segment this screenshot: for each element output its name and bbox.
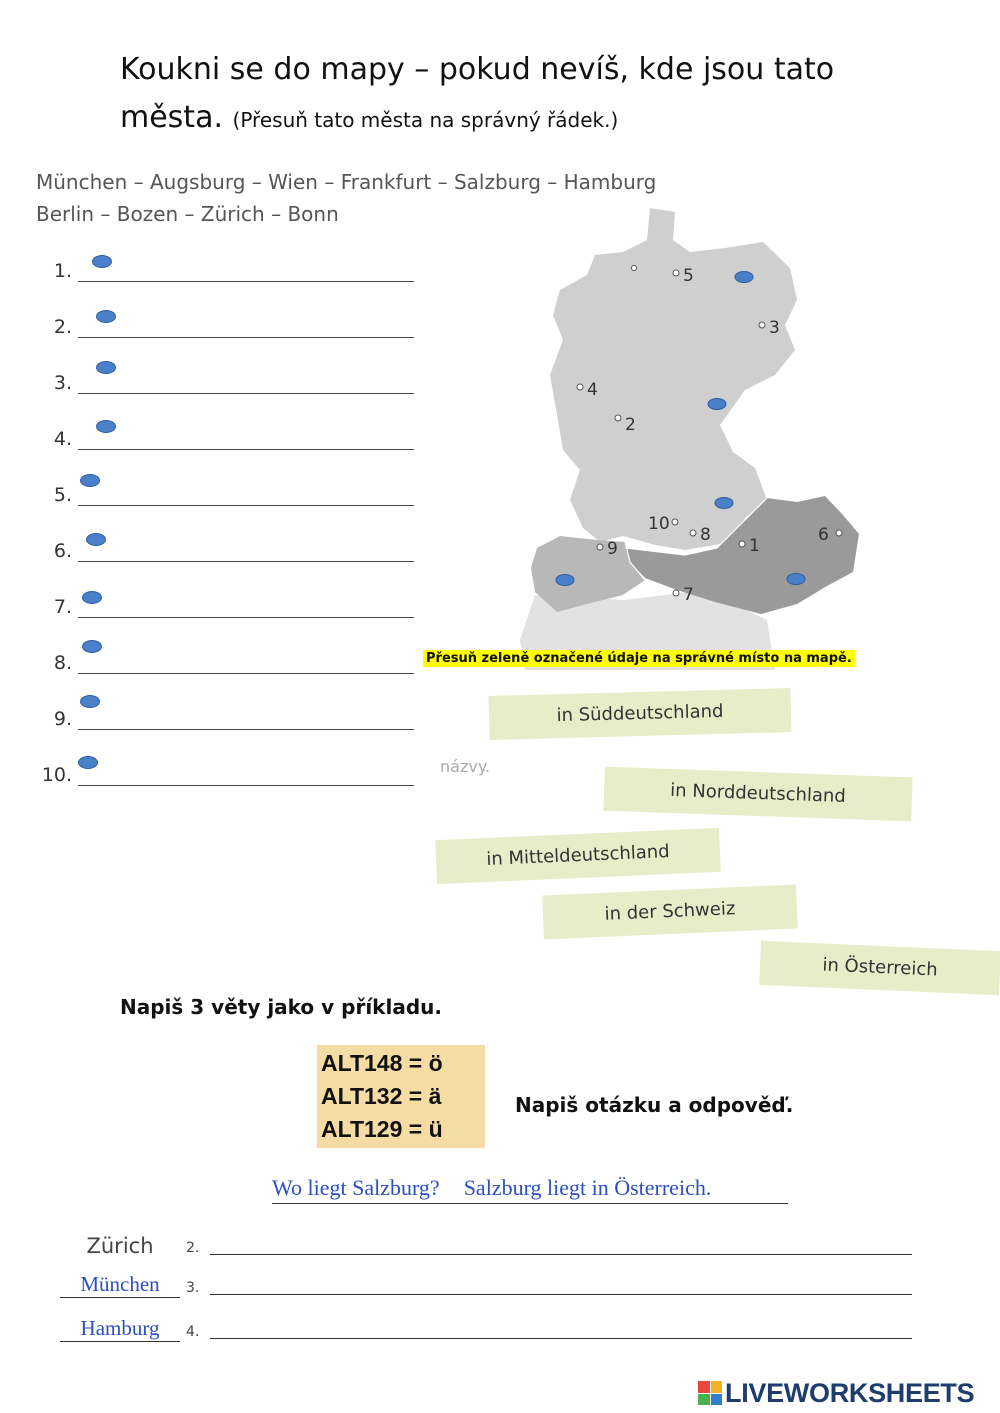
map-label-1: 1	[749, 536, 760, 556]
question-heading: Napiš otázku a odpověď.	[515, 1093, 794, 1117]
region-tag-sueddeutschland[interactable]: in Süddeutschland	[488, 688, 791, 740]
numbered-line	[34, 700, 414, 730]
drop-target-dot[interactable]	[78, 756, 98, 769]
numbered-line	[34, 364, 414, 394]
answer-line	[78, 337, 414, 338]
map-drop-dot[interactable]	[735, 272, 753, 283]
map-instruction: Přesuň zeleně označené údaje na správné místo na mapě.	[423, 650, 855, 667]
answer-city: Zürich	[86, 1234, 154, 1258]
map-label-4: 4	[587, 380, 598, 400]
drop-target-dot[interactable]	[96, 420, 116, 433]
line-number: 6.	[53, 540, 72, 562]
numbered-line	[34, 532, 414, 562]
answer-line	[78, 561, 414, 562]
map-drop-dot[interactable]	[556, 575, 574, 586]
map-label-10: 10	[648, 514, 670, 534]
title-line-1: Koukni se do mapy – pokud nevíš, kde jsou tato	[120, 52, 835, 87]
sentences-heading: Napiš 3 věty jako v příkladu.	[120, 995, 442, 1019]
city-list-line-1: München – Augsburg – Wien – Frankfurt – Salzburg – Hamburg	[36, 170, 657, 194]
numbered-line	[34, 756, 414, 786]
answer-number: 4.	[186, 1324, 200, 1340]
line-number: 5.	[53, 484, 72, 506]
title-note: (Přesuň tato města na správný řádek.)	[232, 108, 619, 132]
line-number: 2.	[53, 316, 72, 338]
example-answer: Salzburg liegt in Österreich.	[463, 1175, 712, 1200]
answer-line	[78, 785, 414, 786]
answer-city: München	[60, 1272, 180, 1298]
region-tag-mitteldeutschland[interactable]: in Mitteldeutschland	[435, 828, 721, 884]
numbered-line	[34, 588, 414, 618]
answer-line	[78, 673, 414, 674]
map-drop-dot[interactable]	[715, 498, 733, 509]
line-number: 7.	[53, 596, 72, 618]
map-label-2: 2	[625, 415, 636, 435]
line-number: 4.	[53, 428, 72, 450]
answer-row-zuerich	[60, 1224, 912, 1258]
map-label-3: 3	[769, 318, 780, 338]
line-number: 10.	[41, 764, 72, 786]
map-label-6: 6	[818, 525, 829, 545]
numbered-line	[34, 644, 414, 674]
numbered-line	[34, 420, 414, 450]
answer-line	[78, 449, 414, 450]
map-drop-dot[interactable]	[787, 574, 805, 585]
region-tag-schweiz[interactable]: in der Schweiz	[542, 884, 798, 939]
answer-number: 3.	[186, 1280, 200, 1296]
drop-target-dot[interactable]	[80, 695, 100, 708]
logo-icon	[698, 1381, 722, 1405]
logo-text: LIVEWORKSHEETS	[725, 1377, 975, 1408]
answer-input-line[interactable]	[210, 1254, 912, 1255]
map-label-7: 7	[683, 585, 694, 605]
answer-number: 2.	[186, 1240, 200, 1256]
map-label-9: 9	[607, 539, 618, 559]
drop-target-dot[interactable]	[82, 640, 102, 653]
answer-city: Hamburg	[60, 1316, 180, 1342]
region-tag-oesterreich[interactable]: in Österreich	[759, 941, 1000, 995]
germany-region	[550, 208, 797, 550]
answer-line	[78, 393, 414, 394]
line-number: 3.	[53, 372, 72, 394]
answer-line	[78, 281, 414, 282]
line-number: 9.	[53, 708, 72, 730]
example-question: Wo liegt Salzburg?	[272, 1175, 440, 1200]
answer-line	[78, 617, 414, 618]
drop-target-dot[interactable]	[96, 310, 116, 323]
title-line-2-main: města.	[120, 100, 223, 135]
drop-target-dot[interactable]	[86, 533, 106, 546]
answer-line	[78, 505, 414, 506]
alt-code-o: ALT148 = ö	[321, 1050, 443, 1076]
map-germany-austria-switzerland	[505, 200, 875, 670]
answer-input-line[interactable]	[210, 1338, 912, 1339]
line-number: 1.	[53, 260, 72, 282]
answer-input-line[interactable]	[210, 1294, 912, 1295]
example-sentence	[272, 1175, 788, 1204]
title-line-2	[120, 100, 618, 135]
alt-code-a: ALT132 = ä	[321, 1083, 442, 1109]
line-number: 8.	[53, 652, 72, 674]
drop-target-dot[interactable]	[80, 474, 100, 487]
drop-target-dot[interactable]	[92, 255, 112, 268]
drop-target-dot[interactable]	[82, 591, 102, 604]
alt-code-box	[317, 1045, 485, 1148]
liveworksheets-logo	[698, 1378, 974, 1408]
city-list-line-2: Berlin – Bozen – Zürich – Bonn	[36, 202, 339, 226]
map-label-8: 8	[700, 525, 711, 545]
map-drop-dot[interactable]	[708, 399, 726, 410]
nazvy-text: názvy.	[440, 757, 491, 776]
answer-row-hamburg	[60, 1308, 912, 1342]
answer-row-muenchen	[60, 1264, 912, 1298]
map-label-5: 5	[683, 266, 694, 286]
answer-line	[78, 729, 414, 730]
numbered-line	[34, 252, 414, 282]
numbered-line	[34, 308, 414, 338]
drop-target-dot[interactable]	[96, 361, 116, 374]
region-tag-norddeutschland[interactable]: in Norddeutschland	[603, 767, 912, 822]
numbered-line	[34, 476, 414, 506]
alt-code-u: ALT129 = ü	[321, 1116, 443, 1142]
